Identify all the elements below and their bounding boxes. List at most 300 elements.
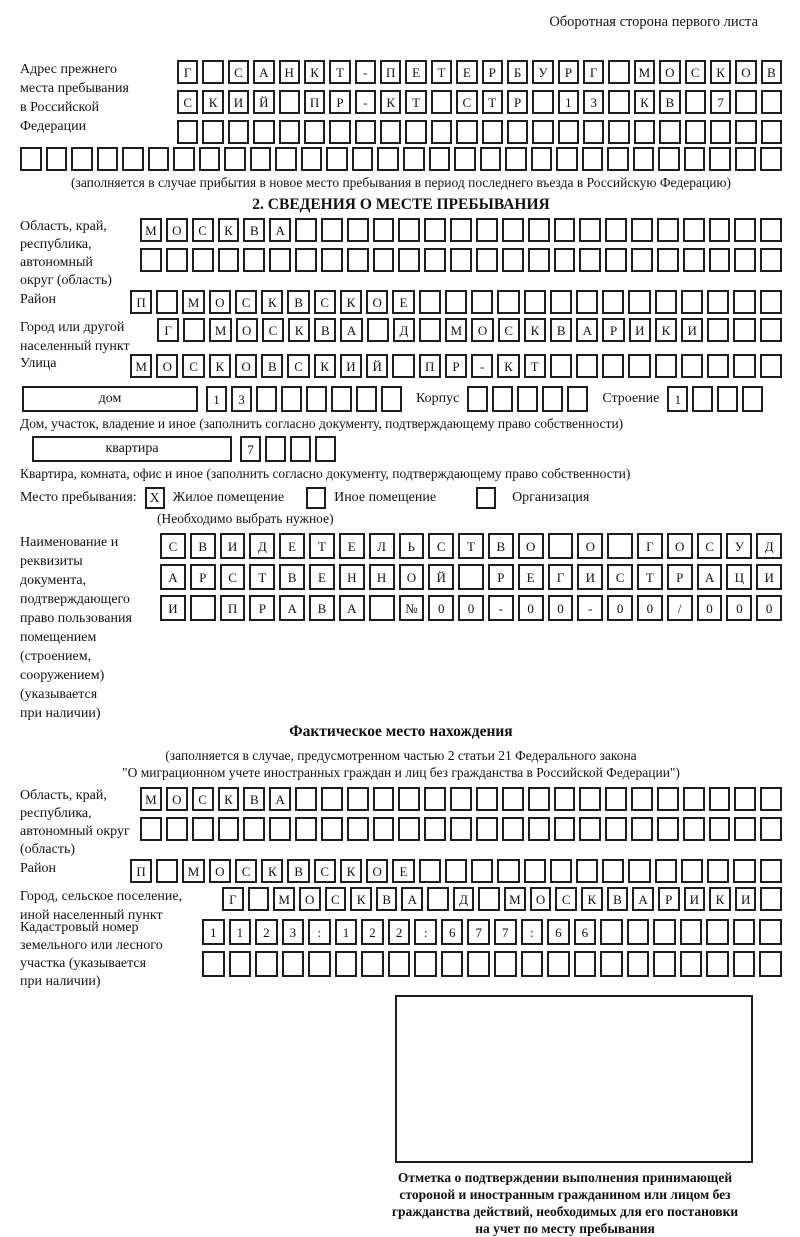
char-cell[interactable]: [380, 120, 401, 144]
char-cell[interactable]: А: [340, 318, 362, 342]
char-cell[interactable]: С: [325, 887, 347, 911]
char-cell[interactable]: М: [140, 218, 162, 242]
char-cell[interactable]: [681, 290, 703, 314]
char-cell[interactable]: [579, 817, 601, 841]
char-cell[interactable]: [528, 218, 550, 242]
char-cell[interactable]: -: [355, 60, 376, 84]
char-cell[interactable]: О: [166, 218, 188, 242]
char-cell[interactable]: [607, 533, 633, 559]
char-cell[interactable]: [308, 951, 331, 977]
char-cell[interactable]: [558, 120, 579, 144]
char-cell[interactable]: О: [399, 564, 425, 590]
char-cell[interactable]: В: [309, 595, 335, 621]
char-cell[interactable]: [315, 436, 336, 462]
char-cell[interactable]: [279, 90, 300, 114]
char-cell[interactable]: [321, 817, 343, 841]
char-cell[interactable]: Д: [393, 318, 415, 342]
char-cell[interactable]: [347, 248, 369, 272]
char-cell[interactable]: О: [518, 533, 544, 559]
char-cell[interactable]: К: [655, 318, 677, 342]
char-cell[interactable]: 1: [667, 386, 688, 412]
char-cell[interactable]: С: [228, 60, 249, 84]
char-cell[interactable]: [321, 248, 343, 272]
char-cell[interactable]: Е: [456, 60, 477, 84]
char-cell[interactable]: [657, 248, 679, 272]
char-cell[interactable]: [707, 859, 729, 883]
char-cell[interactable]: Т: [458, 533, 484, 559]
char-cell[interactable]: [414, 951, 437, 977]
char-cell[interactable]: [742, 386, 763, 412]
char-cell[interactable]: [281, 386, 302, 412]
char-cell[interactable]: [684, 147, 706, 171]
char-cell[interactable]: [576, 290, 598, 314]
char-cell[interactable]: [574, 951, 597, 977]
char-cell[interactable]: [478, 887, 500, 911]
char-cell[interactable]: В: [261, 354, 283, 378]
char-cell[interactable]: И: [220, 533, 246, 559]
char-cell[interactable]: [631, 817, 653, 841]
char-cell[interactable]: Г: [222, 887, 244, 911]
char-cell[interactable]: М: [445, 318, 467, 342]
char-cell[interactable]: [494, 951, 517, 977]
char-cell[interactable]: [579, 787, 601, 811]
char-cell[interactable]: [329, 120, 350, 144]
char-cell[interactable]: [633, 147, 655, 171]
char-cell[interactable]: [398, 248, 420, 272]
char-cell[interactable]: [71, 147, 93, 171]
char-cell[interactable]: [627, 951, 650, 977]
char-cell[interactable]: [683, 248, 705, 272]
char-cell[interactable]: [202, 60, 223, 84]
char-cell[interactable]: [424, 218, 446, 242]
char-cell[interactable]: С: [287, 354, 309, 378]
char-cell[interactable]: Р: [558, 60, 579, 84]
char-cell[interactable]: С: [428, 533, 454, 559]
char-cell[interactable]: [419, 318, 441, 342]
char-cell[interactable]: Г: [583, 60, 604, 84]
char-cell[interactable]: [761, 90, 782, 114]
char-cell[interactable]: С: [685, 60, 706, 84]
char-cell[interactable]: [717, 386, 738, 412]
char-cell[interactable]: [735, 120, 756, 144]
char-cell[interactable]: 2: [388, 919, 411, 945]
char-cell[interactable]: [156, 859, 178, 883]
char-cell[interactable]: [550, 290, 572, 314]
char-cell[interactable]: [419, 290, 441, 314]
char-cell[interactable]: [177, 120, 198, 144]
char-cell[interactable]: [331, 386, 352, 412]
char-cell[interactable]: К: [209, 354, 231, 378]
char-cell[interactable]: [734, 787, 756, 811]
char-cell[interactable]: [335, 951, 358, 977]
char-cell[interactable]: В: [287, 859, 309, 883]
char-cell[interactable]: [532, 90, 553, 114]
char-cell[interactable]: 6: [547, 919, 570, 945]
char-cell[interactable]: [243, 817, 265, 841]
char-cell[interactable]: [20, 147, 42, 171]
char-cell[interactable]: [255, 951, 278, 977]
char-cell[interactable]: [450, 787, 472, 811]
char-cell[interactable]: [492, 386, 513, 412]
char-cell[interactable]: С: [160, 533, 186, 559]
char-cell[interactable]: [467, 386, 488, 412]
char-cell[interactable]: [579, 248, 601, 272]
char-cell[interactable]: К: [524, 318, 546, 342]
char-cell[interactable]: [709, 787, 731, 811]
char-cell[interactable]: [608, 90, 629, 114]
char-cell[interactable]: А: [269, 787, 291, 811]
char-cell[interactable]: [733, 859, 755, 883]
char-cell[interactable]: [373, 787, 395, 811]
char-cell[interactable]: 0: [756, 595, 782, 621]
char-cell[interactable]: [733, 951, 756, 977]
char-cell[interactable]: [295, 817, 317, 841]
char-cell[interactable]: О: [209, 859, 231, 883]
char-cell[interactable]: К: [261, 859, 283, 883]
char-cell[interactable]: [680, 951, 703, 977]
char-cell[interactable]: М: [634, 60, 655, 84]
char-cell[interactable]: [476, 248, 498, 272]
char-cell[interactable]: [497, 290, 519, 314]
char-cell[interactable]: И: [160, 595, 186, 621]
char-cell[interactable]: [707, 318, 729, 342]
char-cell[interactable]: [556, 147, 578, 171]
char-cell[interactable]: [502, 218, 524, 242]
char-cell[interactable]: В: [314, 318, 336, 342]
char-cell[interactable]: О: [667, 533, 693, 559]
char-cell[interactable]: Т: [329, 60, 350, 84]
char-cell[interactable]: [602, 859, 624, 883]
char-cell[interactable]: Г: [177, 60, 198, 84]
char-cell[interactable]: -: [488, 595, 514, 621]
char-cell[interactable]: 1: [206, 386, 227, 412]
char-cell[interactable]: Т: [482, 90, 503, 114]
char-cell[interactable]: И: [340, 354, 362, 378]
char-cell[interactable]: Б: [507, 60, 528, 84]
dom-box[interactable]: [22, 386, 198, 412]
char-cell[interactable]: [709, 248, 731, 272]
char-cell[interactable]: 7: [467, 919, 490, 945]
char-cell[interactable]: [605, 248, 627, 272]
char-cell[interactable]: [398, 817, 420, 841]
char-cell[interactable]: С: [177, 90, 198, 114]
char-cell[interactable]: [373, 248, 395, 272]
char-cell[interactable]: [542, 386, 563, 412]
char-cell[interactable]: Й: [253, 90, 274, 114]
char-cell[interactable]: [450, 817, 472, 841]
char-cell[interactable]: [658, 147, 680, 171]
char-cell[interactable]: [218, 248, 240, 272]
char-cell[interactable]: [634, 120, 655, 144]
char-cell[interactable]: 2: [361, 919, 384, 945]
char-cell[interactable]: [532, 120, 553, 144]
char-cell[interactable]: [326, 147, 348, 171]
char-cell[interactable]: [600, 951, 623, 977]
char-cell[interactable]: Т: [524, 354, 546, 378]
char-cell[interactable]: [405, 120, 426, 144]
char-cell[interactable]: П: [304, 90, 325, 114]
char-cell[interactable]: Д: [453, 887, 475, 911]
char-cell[interactable]: [381, 386, 402, 412]
char-cell[interactable]: [706, 951, 729, 977]
char-cell[interactable]: [269, 248, 291, 272]
char-cell[interactable]: [576, 354, 598, 378]
char-cell[interactable]: [156, 290, 178, 314]
char-cell[interactable]: [173, 147, 195, 171]
char-cell[interactable]: [46, 147, 68, 171]
char-cell[interactable]: О: [366, 290, 388, 314]
char-cell[interactable]: К: [218, 787, 240, 811]
char-cell[interactable]: [166, 817, 188, 841]
char-cell[interactable]: 0: [607, 595, 633, 621]
char-cell[interactable]: А: [160, 564, 186, 590]
char-cell[interactable]: [192, 817, 214, 841]
char-cell[interactable]: 0: [697, 595, 723, 621]
char-cell[interactable]: [683, 817, 705, 841]
char-cell[interactable]: Н: [279, 60, 300, 84]
char-cell[interactable]: [355, 120, 376, 144]
char-cell[interactable]: [347, 817, 369, 841]
char-cell[interactable]: [735, 147, 757, 171]
char-cell[interactable]: [653, 919, 676, 945]
char-cell[interactable]: [290, 436, 311, 462]
char-cell[interactable]: К: [340, 859, 362, 883]
char-cell[interactable]: И: [756, 564, 782, 590]
char-cell[interactable]: О: [166, 787, 188, 811]
char-cell[interactable]: Л: [369, 533, 395, 559]
char-cell[interactable]: [419, 859, 441, 883]
char-cell[interactable]: [190, 595, 216, 621]
char-cell[interactable]: [683, 218, 705, 242]
char-cell[interactable]: [657, 787, 679, 811]
char-cell[interactable]: А: [279, 595, 305, 621]
checkbox-organizatsiya[interactable]: [476, 487, 496, 509]
char-cell[interactable]: [476, 817, 498, 841]
char-cell[interactable]: [528, 248, 550, 272]
char-cell[interactable]: [710, 120, 731, 144]
char-cell[interactable]: [605, 817, 627, 841]
checkbox-inoe-pomeshchenie[interactable]: [306, 487, 326, 509]
char-cell[interactable]: [608, 60, 629, 84]
char-cell[interactable]: [760, 354, 782, 378]
kvartira-box[interactable]: [32, 436, 232, 462]
char-cell[interactable]: [398, 787, 420, 811]
char-cell[interactable]: С: [192, 787, 214, 811]
char-cell[interactable]: [427, 887, 449, 911]
char-cell[interactable]: [759, 951, 782, 977]
char-cell[interactable]: [347, 218, 369, 242]
char-cell[interactable]: [431, 120, 452, 144]
char-cell[interactable]: [600, 919, 623, 945]
char-cell[interactable]: :: [521, 919, 544, 945]
char-cell[interactable]: [655, 290, 677, 314]
char-cell[interactable]: 0: [548, 595, 574, 621]
char-cell[interactable]: Г: [157, 318, 179, 342]
char-cell[interactable]: [582, 147, 604, 171]
char-cell[interactable]: [735, 90, 756, 114]
char-cell[interactable]: 1: [558, 90, 579, 114]
char-cell[interactable]: [295, 248, 317, 272]
char-cell[interactable]: [760, 859, 782, 883]
char-cell[interactable]: И: [735, 887, 757, 911]
char-cell[interactable]: [148, 147, 170, 171]
char-cell[interactable]: [653, 951, 676, 977]
char-cell[interactable]: [605, 218, 627, 242]
char-cell[interactable]: О: [471, 318, 493, 342]
char-cell[interactable]: [471, 859, 493, 883]
char-cell[interactable]: [456, 120, 477, 144]
char-cell[interactable]: [458, 564, 484, 590]
char-cell[interactable]: К: [350, 887, 372, 911]
char-cell[interactable]: О: [209, 290, 231, 314]
char-cell[interactable]: И: [228, 90, 249, 114]
char-cell[interactable]: :: [414, 919, 437, 945]
char-cell[interactable]: [608, 120, 629, 144]
char-cell[interactable]: -: [355, 90, 376, 114]
char-cell[interactable]: В: [659, 90, 680, 114]
char-cell[interactable]: К: [304, 60, 325, 84]
char-cell[interactable]: [554, 248, 576, 272]
char-cell[interactable]: М: [209, 318, 231, 342]
char-cell[interactable]: А: [253, 60, 274, 84]
char-cell[interactable]: [706, 919, 729, 945]
char-cell[interactable]: 2: [255, 919, 278, 945]
char-cell[interactable]: [680, 919, 703, 945]
char-cell[interactable]: [476, 787, 498, 811]
char-cell[interactable]: П: [130, 290, 152, 314]
char-cell[interactable]: [548, 533, 574, 559]
char-cell[interactable]: Р: [249, 595, 275, 621]
char-cell[interactable]: С: [182, 354, 204, 378]
char-cell[interactable]: И: [684, 887, 706, 911]
char-cell[interactable]: Е: [279, 533, 305, 559]
char-cell[interactable]: [321, 787, 343, 811]
char-cell[interactable]: [657, 218, 679, 242]
char-cell[interactable]: [733, 919, 756, 945]
char-cell[interactable]: [295, 218, 317, 242]
char-cell[interactable]: Р: [445, 354, 467, 378]
char-cell[interactable]: М: [504, 887, 526, 911]
char-cell[interactable]: [480, 147, 502, 171]
char-cell[interactable]: 7: [240, 436, 261, 462]
char-cell[interactable]: [655, 354, 677, 378]
char-cell[interactable]: 1: [229, 919, 252, 945]
char-cell[interactable]: [631, 787, 653, 811]
char-cell[interactable]: [521, 951, 544, 977]
char-cell[interactable]: Т: [309, 533, 335, 559]
char-cell[interactable]: [681, 354, 703, 378]
char-cell[interactable]: Н: [369, 564, 395, 590]
char-cell[interactable]: [321, 218, 343, 242]
char-cell[interactable]: [760, 218, 782, 242]
char-cell[interactable]: [306, 386, 327, 412]
char-cell[interactable]: С: [262, 318, 284, 342]
char-cell[interactable]: [655, 859, 677, 883]
char-cell[interactable]: [707, 290, 729, 314]
char-cell[interactable]: [97, 147, 119, 171]
char-cell[interactable]: [583, 120, 604, 144]
char-cell[interactable]: [734, 817, 756, 841]
char-cell[interactable]: К: [581, 887, 603, 911]
char-cell[interactable]: [424, 248, 446, 272]
char-cell[interactable]: [524, 859, 546, 883]
char-cell[interactable]: [301, 147, 323, 171]
char-cell[interactable]: [183, 318, 205, 342]
char-cell[interactable]: [140, 248, 162, 272]
char-cell[interactable]: В: [376, 887, 398, 911]
char-cell[interactable]: [445, 859, 467, 883]
char-cell[interactable]: 1: [335, 919, 358, 945]
char-cell[interactable]: [685, 90, 706, 114]
char-cell[interactable]: [282, 951, 305, 977]
char-cell[interactable]: О: [235, 354, 257, 378]
char-cell[interactable]: У: [532, 60, 553, 84]
char-cell[interactable]: С: [456, 90, 477, 114]
char-cell[interactable]: [505, 147, 527, 171]
char-cell[interactable]: С: [235, 290, 257, 314]
char-cell[interactable]: В: [279, 564, 305, 590]
char-cell[interactable]: [304, 120, 325, 144]
char-cell[interactable]: Р: [658, 887, 680, 911]
char-cell[interactable]: А: [269, 218, 291, 242]
char-cell[interactable]: С: [607, 564, 633, 590]
char-cell[interactable]: Й: [428, 564, 454, 590]
char-cell[interactable]: [628, 354, 650, 378]
char-cell[interactable]: С: [314, 859, 336, 883]
char-cell[interactable]: [295, 787, 317, 811]
char-cell[interactable]: О: [236, 318, 258, 342]
char-cell[interactable]: [709, 218, 731, 242]
char-cell[interactable]: Т: [249, 564, 275, 590]
char-cell[interactable]: [631, 248, 653, 272]
char-cell[interactable]: И: [577, 564, 603, 590]
char-cell[interactable]: [733, 290, 755, 314]
char-cell[interactable]: [248, 887, 270, 911]
char-cell[interactable]: [602, 354, 624, 378]
char-cell[interactable]: С: [314, 290, 336, 314]
char-cell[interactable]: [685, 120, 706, 144]
char-cell[interactable]: [631, 218, 653, 242]
char-cell[interactable]: [554, 787, 576, 811]
char-cell[interactable]: П: [220, 595, 246, 621]
char-cell[interactable]: [140, 817, 162, 841]
char-cell[interactable]: Р: [507, 90, 528, 114]
char-cell[interactable]: П: [130, 859, 152, 883]
char-cell[interactable]: [760, 787, 782, 811]
char-cell[interactable]: [579, 218, 601, 242]
char-cell[interactable]: [502, 248, 524, 272]
char-cell[interactable]: [275, 147, 297, 171]
char-cell[interactable]: [398, 218, 420, 242]
char-cell[interactable]: [681, 859, 703, 883]
char-cell[interactable]: Р: [190, 564, 216, 590]
char-cell[interactable]: [192, 248, 214, 272]
char-cell[interactable]: [607, 147, 629, 171]
char-cell[interactable]: [356, 386, 377, 412]
char-cell[interactable]: [627, 919, 650, 945]
char-cell[interactable]: 0: [637, 595, 663, 621]
char-cell[interactable]: В: [761, 60, 782, 84]
char-cell[interactable]: М: [182, 290, 204, 314]
char-cell[interactable]: Ь: [399, 533, 425, 559]
char-cell[interactable]: У: [726, 533, 752, 559]
char-cell[interactable]: С: [498, 318, 520, 342]
char-cell[interactable]: [445, 290, 467, 314]
char-cell[interactable]: [528, 787, 550, 811]
char-cell[interactable]: [497, 859, 519, 883]
char-cell[interactable]: Е: [339, 533, 365, 559]
char-cell[interactable]: А: [697, 564, 723, 590]
